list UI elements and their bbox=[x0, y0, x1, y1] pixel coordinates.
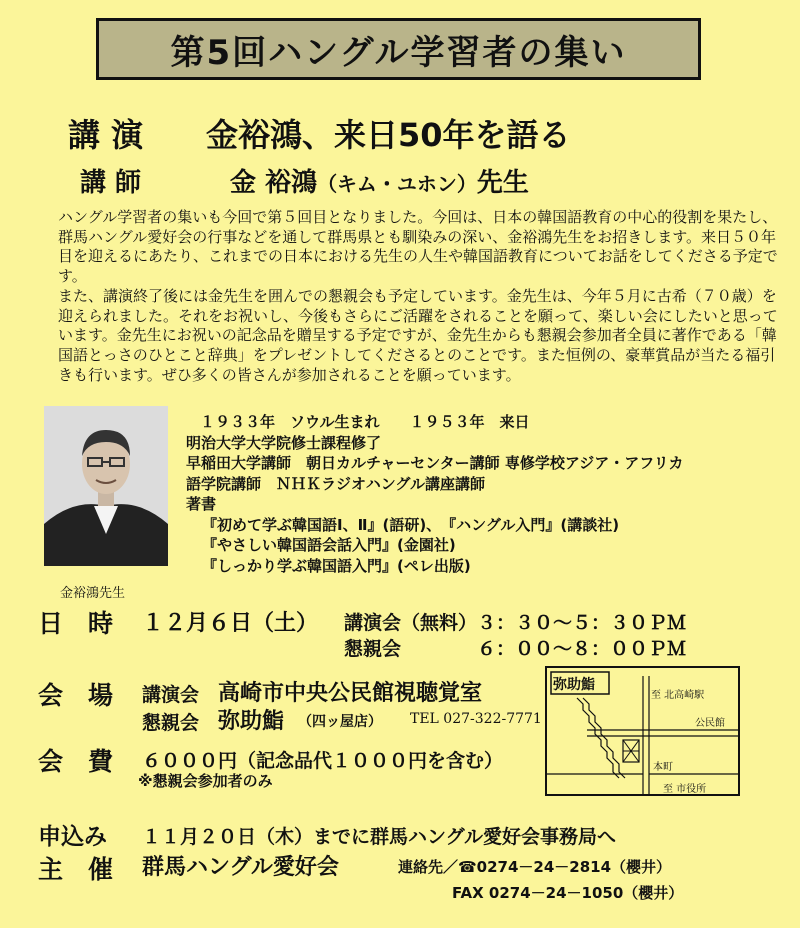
apply-label: 申込み bbox=[38, 824, 107, 850]
intro-paragraph-1: ハングル学習者の集いも今回で第５回目となりました。今回は、日本の韓国語教育の中心的役割を果たし、群馬ハングル愛好会の行事などを通して群馬県とも馴染みの深い、金裕鴻先生をお招きします。来日５０年目を迎えるにあたり、これまでの日本における先生の人生や韓国語教育についてお話をしてくださる予定です。 bbox=[58, 208, 778, 286]
venue-party-label: 懇親会 bbox=[142, 712, 200, 734]
lecturer-portrait-icon bbox=[44, 406, 168, 566]
bio-book-2: 『やさしい韓国語会話入門』(金園社) bbox=[202, 536, 456, 554]
lecture-label: 講 演 bbox=[68, 116, 144, 154]
bio-line-positions: 早稲田大学講師 朝日カルチャーセンター講師 専修学校アジア・アフリカ bbox=[186, 454, 684, 472]
datetime-party: 懇親会 ６：００～８：００ＰＭ bbox=[344, 638, 687, 660]
host-contact: 連絡先／☎0274－24－2814（櫻井） bbox=[398, 858, 672, 876]
lecturer-honorific: 先生 bbox=[476, 168, 529, 198]
lecturer-bio bbox=[186, 412, 684, 576]
datetime-date: １２月６日（土） bbox=[142, 611, 319, 636]
venue-label: 会 場 bbox=[38, 681, 114, 710]
venue-party-sub: （四ッ屋店） bbox=[298, 714, 382, 730]
lecturer-name-text: 金 裕鴻 bbox=[230, 168, 318, 198]
fee-label: 会 費 bbox=[38, 747, 114, 776]
venue-tel: TEL 027-322-7771 bbox=[410, 711, 542, 727]
event-title bbox=[96, 18, 701, 80]
datetime-lecture: 講演会（無料）３：３０～５：３０ＰＭ bbox=[344, 612, 687, 634]
host-name: 群馬ハングル愛好会 bbox=[142, 855, 339, 880]
host-label: 主 催 bbox=[38, 855, 114, 884]
event-title-text: 第5回ハングル学習者の集い bbox=[170, 32, 627, 73]
fee-amount: ６０００円（記念品代１０００円を含む） bbox=[142, 750, 504, 772]
venue-lecture-place: 高崎市中央公民館視聴覚室 bbox=[218, 681, 483, 706]
bio-line-positions-2: 語学院講師 ＮＨＫラジオハングル講座講師 bbox=[186, 474, 485, 493]
fee-note: ※懇親会参加者のみ bbox=[138, 772, 273, 790]
bio-book-1: 『初めて学ぶ韓国語Ⅰ、Ⅱ』(語研)、 『ハングル入門』(講談社) bbox=[202, 515, 620, 534]
host-fax: FAX 0274－24－1050（櫻井） bbox=[452, 884, 684, 902]
intro-paragraph-2: また、講演終了後には金先生を囲んでの懇親会も予定しています。金先生は、今年５月に古希（７０歳）を迎えられました。それをお祝いし、今後もさらにご活躍をされることを願って、楽しい会にしたいと思っています。金先生にお祝いの記念品を贈呈する予定ですが、金先生からも懇親会参加者全員に著作である「韓国語とっさのひとこと辞典」をプレゼントしてくださるとのことです。また恒例の、豪華賞品が当たる福引きも行います。ぜひ多くの皆さんが参加されることを願っています。 bbox=[58, 286, 778, 384]
map-to-station-label: 至 北高崎駅 bbox=[651, 690, 705, 701]
bio-line-books-label: 著書 bbox=[186, 495, 217, 513]
venue-lecture-label: 講演会 bbox=[142, 684, 200, 706]
lecturer-label: 講 師 bbox=[80, 168, 142, 198]
bio-line-birth: １９３３年 ソウル生まれ １９５３年 来日 bbox=[200, 413, 530, 431]
venue-map bbox=[545, 666, 740, 796]
lecturer-name bbox=[230, 162, 529, 199]
map-community-hall-label: 公民館 bbox=[695, 718, 725, 729]
datetime-label: 日 時 bbox=[38, 609, 114, 638]
map-shop-label: 弥助鮨 bbox=[553, 677, 595, 693]
photo-caption: 金裕鴻先生 bbox=[60, 586, 126, 601]
map-honmachi-label: 本町 bbox=[653, 762, 673, 773]
lecturer-photo bbox=[44, 406, 168, 566]
bio-line-degree: 明治大学大学院修士課程修了 bbox=[186, 433, 382, 452]
bio-book-3: 『しっかり学ぶ韓国語入門』(ペレ出版) bbox=[202, 556, 471, 575]
intro-text bbox=[58, 208, 780, 385]
apply-text: １１月２０日（木）までに群馬ハングル愛好会事務局へ bbox=[142, 826, 617, 848]
lecture-title: 金裕鴻、来日50年を語る bbox=[206, 116, 571, 154]
lecturer-reading: （キム・ユホン） bbox=[317, 172, 477, 196]
map-to-city-hall-label: 至 市役所 bbox=[663, 784, 707, 795]
venue-party-place: 弥助鮨 bbox=[218, 709, 285, 734]
